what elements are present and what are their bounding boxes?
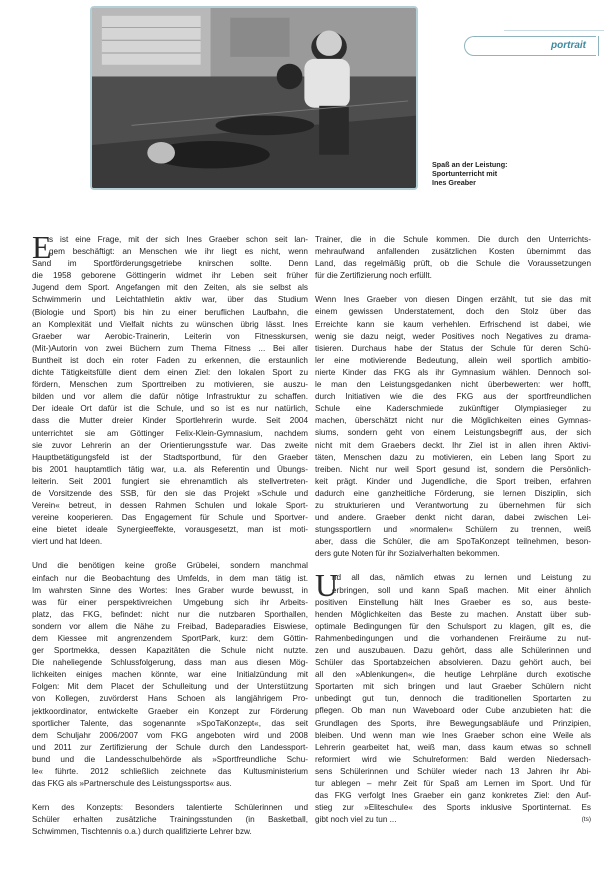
text-line: das FKG verfolgt Ines Graeber ein ganz konkretes Ziel: den Auf- xyxy=(315,791,591,801)
text-line: machen, überschätzt nicht nur die Möglichkeiten eines Gymnas- xyxy=(315,416,591,426)
text-line: dem Kiessee mit angrenzendem SportPark, kurz: dem Göttin- xyxy=(32,634,308,643)
text-line: Sportarten mit sich bringen und laut Graeber Schülern nicht xyxy=(315,682,591,692)
text-line: einem gewissen Understatement, doch den Stolz über das xyxy=(315,307,591,317)
text-line: durch Initiativen wie die des FKG aus der sportfreundlichen xyxy=(315,392,591,402)
text-line: einfach nur die Beobachtung des Umfelds, in dem man tätig ist. xyxy=(32,573,308,583)
text-line: was für einer perspektivreichen Umgebung sich ihr Arbeits- xyxy=(32,597,308,607)
caption-line: Spaß an der Leistung: xyxy=(432,160,508,169)
text-line: Verein« betreut, in dessen Rahmen Schulen und lokale Sport- xyxy=(32,501,308,511)
text-line: aber, dass die Schüler, die am SpoTaKonzept teilnehmen, beson- xyxy=(315,537,591,547)
text-line: Erreichte kann sie kaum verhehlen. Erfrischend ist dabei, wie xyxy=(315,319,591,329)
text-line: mehraufwand anfallenden zusätzlichen Kosten übernimmt das xyxy=(315,247,591,257)
section-tab-label: portrait xyxy=(551,40,586,51)
text-line: Und die benötigen keine große Grübelei, sondern manchmal xyxy=(32,561,308,571)
text-line: s ist eine Frage, mit der sich Ines Graeber schon seit lan- xyxy=(49,235,308,244)
text-line: täten, Menschen dazu zu motivieren, ein Leben lang Sport zu xyxy=(315,452,591,462)
gym-scene-image xyxy=(92,8,416,188)
text-line: dem Schuljahr 2006/2007 vom FKG angeboten wird und 2008 xyxy=(32,730,308,740)
text-line: vereine kooperieren. Das Engagement für Schule und Sportver- xyxy=(32,513,308,523)
text-line: Land, das regelmäßig prüft, ob die Schule die Voraussetzungen xyxy=(315,259,591,269)
text-line: tur ablegen – mehr Zeit für Spaß am Lernen im Sport. Und für xyxy=(315,779,591,789)
text-line: tisieren. Durchaus habe der Status der Schule für deren Schü- xyxy=(315,343,591,353)
text-line: Schule eine Kaderschmiede zukünftiger Olympiasieger zu xyxy=(315,404,591,414)
text-line: nd all das, nämlich etwas zu lernen und Leistung zu xyxy=(332,573,591,583)
caption-line: Sportunterricht mit xyxy=(432,169,498,178)
text-line: treiben. Nicht nur weil Sport gesund ist, sondern die Persönlich- xyxy=(315,464,591,474)
text-line: Hauptbetätigungsfeld ist der Stadtsportbund, für den Graeber xyxy=(32,452,308,462)
text-line: Der ideale Ort dafür ist die Schule, und so ist es nur natürlich, xyxy=(32,404,308,414)
paragraph-gap xyxy=(32,548,308,560)
text-line: stungssportlern und »normalen« Schülern zu trennen, weiß xyxy=(315,525,591,535)
text-line: eine bietet ideale Synergieeffekte, vorausgesetzt, man ist moti- xyxy=(32,525,308,535)
text-line: Schüler das Sportabzeichen absolvieren. Dazu gehört auch, bei xyxy=(315,658,591,668)
text-line: unterrichtet sie am Göttinger Felix-Klein-Gymnasium, nachdem xyxy=(32,428,308,438)
text-line: Schüler erhalten zusätzliche Trainingsstunden (in Basketball, xyxy=(32,815,308,825)
text-line: die 1958 geborene Göttingerin widmet ihr Leben seit früher xyxy=(32,271,308,281)
text-line: dass die Mutter dreier Kinder Sportlehrerin wurde. Seit 2004 xyxy=(32,416,308,426)
text-line: keit prägt. Kinder und Jugendliche, die Sport treiben, erfahren xyxy=(315,476,591,486)
text-line: stieg zur »Eliteschule« des Sports inklusive Sportinternat. Es xyxy=(315,803,591,813)
text-line: unbedingt gut tun, dennoch die traditionellen Sportarten zu xyxy=(315,694,591,704)
paragraph-gap xyxy=(315,560,591,572)
text-line: (Mit-)Autorin von zwei Büchern zum Thema Fitness ... Bei aller xyxy=(32,343,308,353)
text-line: bleiben. Und wenn man wie Ines Graeber schon eine Weile als xyxy=(315,730,591,740)
text-line: von Kollegen, zuvörderst Hans Schoen als langjährigem Pro- xyxy=(32,694,308,704)
text-line: Trainer, die in die Schule kommen. Die durch den Unterrichts- xyxy=(315,235,591,244)
caption-line: Ines Greaber xyxy=(432,178,476,187)
text-line: Buntheit ist doch ein roter Faden zu erkennen, die erstaunlich xyxy=(32,355,308,365)
text-line: viert und hat Ideen. xyxy=(32,537,103,547)
text-line: dadurch eine ganzheitliche Förderung, sie lernen Disziplin, sich xyxy=(315,488,591,498)
text-line: gem beschäftigt: an Menschen wie ihr liegt es nicht, wenn xyxy=(49,247,308,257)
header-rule xyxy=(504,30,604,31)
text-line: sondern vor allem die Nähe zu Freibad, Badeparadies Eiswiese, xyxy=(32,621,308,631)
text-line: nicht mit dem Graebers deckt. Ihr Ziel ist in allen ihren Aktivi- xyxy=(315,440,591,450)
text-line: an Komplexität und Vielfalt nichts zu wünschen übrig lässt. Ines xyxy=(32,319,308,329)
text-line: ler eine motivierende Bedeutung, allein weil sportlich ambitio- xyxy=(315,355,591,365)
text-line: nierte Kinder das FKG als ihr Gymnasium wählen. Dennoch sol- xyxy=(315,367,591,377)
text-line: positiven Einstellung hält Ines Graeber es so, aus beste- xyxy=(315,597,591,607)
article-column-right xyxy=(315,234,591,826)
sports-photo xyxy=(90,6,418,190)
text-line: ders gute Noten für ihr Sozialverhalten bekommen. xyxy=(315,549,500,559)
text-line: optimale Bedingungen für den Schulsport zu klagen, gilt es, die xyxy=(315,621,591,631)
article-column-left xyxy=(32,229,308,839)
text-line: lichkeiten einiges machen könnte, war eine Initialzündung mit xyxy=(32,670,308,680)
text-line: de Vorsitzende des SSB, für den sie das Projekt »Schule und xyxy=(32,488,308,498)
text-line: all den »Ablenkungen«, die heutige Lehrpläne durch exotische xyxy=(315,670,591,680)
text-line: Graeber war Aerobic-Trainerin, Leiterin von Fitnesskursen, xyxy=(32,331,308,341)
section-tab-edge xyxy=(598,36,606,56)
text-line: Kern des Konzepts: Besonders talentierte Schülerinnen und xyxy=(32,803,308,813)
text-line: Grundlagen des Sports, ihre Bewegungsabläufe und Prinzipien, xyxy=(315,718,591,728)
text-line: bund und die Landesschulbehörde als »Sportfreundliche Schu- xyxy=(32,754,308,764)
paragraph-gap xyxy=(315,282,591,294)
text-line: Rahmenbedingungen und die vorhandenen Freiräume zu nut- xyxy=(315,633,591,643)
text-line: Jugend dem Sport. Angefangen mit den Zeiten, als sie selbst als xyxy=(32,283,308,293)
text-line: Schwimmen, Tischtennis o.a.) durch qualifizierte Lehrer bzw. xyxy=(32,827,252,837)
text-line: bilden und vor allem die dafür nötige Infrastruktur zu schaffen. xyxy=(32,392,308,402)
text-line: dichte Tätigkeitsfülle dient dem einen Ziel: den lokalen Sport zu xyxy=(32,368,308,378)
text-line: erbringen, soll und kann Spaß machen. Mit einer ähnlich xyxy=(332,585,591,595)
text-line: sie zuvor Lehrerin an der Orientierungsstufe war. Das zweite xyxy=(32,440,308,450)
text-line: Lehrerin gearbeitet hat, weiß man, dass kaum etwas so schnell xyxy=(315,742,591,752)
text-line: siums, sondern geht von einem Leistungsbegriff aus, der sich xyxy=(315,428,591,438)
paragraph-gap xyxy=(32,790,308,802)
photo-caption xyxy=(432,160,562,187)
text-line: leiterin. Seit 2001 fungiert sie ehrenamtlich als stellvertreten- xyxy=(32,476,308,486)
text-line: sens Schülerinnen und Schüler wieder nach 13 Jahren ihr Abi- xyxy=(315,766,591,776)
text-line: (Biologie und Sport) bis hin zu einer beruflichen Laufbahn, die xyxy=(32,307,308,317)
text-line: Wenn Ines Graeber von diesen Dingen erzählt, tut sie das mit xyxy=(315,295,591,305)
text-line: reformiert wird wie Schulreformen: Bald werden Niedersach- xyxy=(315,754,591,764)
text-line: sportlicher Talente, das sogenannte »SpoTaKonzept«, das seit xyxy=(32,718,308,728)
drop-cap: E xyxy=(32,229,52,265)
closing-paragraph xyxy=(315,567,591,826)
text-line: ger Sportmekka, dessen Kapazitäten die Schule nicht nutzte. xyxy=(32,646,308,656)
text-line: le man den Leistungsgedanken nicht überbewerten: wer hofft, xyxy=(315,380,591,390)
text-line: Sand im Sportförderungsgetriebe knirschen sollte. Denn xyxy=(32,259,308,269)
text-line: für die Zertifizierung noch erfüllt. xyxy=(315,271,432,281)
text-line: jektkoordinator, entwickelte Graeber ein Konzept zur Förderung xyxy=(32,706,308,716)
text-line: platz, das FKG, befindet: nicht nur die nutzbaren Sporthallen, xyxy=(32,609,308,619)
text-line: das FKG als »Partnerschule des Leistungssports« aus. xyxy=(32,779,232,789)
section-tab xyxy=(464,36,596,56)
text-line: le« führte. 2012 schließlich zeichnete das Kultusministerium xyxy=(32,767,308,777)
text-line: und 2011 zur Zertifizierung der Schule durch den Landessport- xyxy=(32,742,308,752)
text-line: Im wahrsten Sinne des Wortes: Ines Graber wurde bewusst, in xyxy=(32,585,308,595)
text-line: bis 2001 hauptamtlich tätig war, u.a. als Referentin und Übungs- xyxy=(32,464,308,474)
text-line: gibt noch viel zu tun ... (ts) xyxy=(315,814,591,826)
text-line: Schwimmerin und Leichtathletin aktiv war, über das Studium xyxy=(32,295,308,305)
text-line: henden Möglichkeiten das Beste zu machen. Anstatt über sub- xyxy=(315,609,591,619)
text-line: Die naheliegende Schlussfolgerung, dass man aus diesen Mög- xyxy=(32,658,308,668)
text-line: und andere. Graeber denkt nicht daran, dabei zwischen Lei- xyxy=(315,513,591,523)
text-line: wenig sie dazu neigt, weder Positives noch Negatives zu drama- xyxy=(315,331,591,341)
author-tag: (ts) xyxy=(581,816,591,824)
text-line: pflegen. Ob man nun Waveboard oder Cube anzubieten hat: die xyxy=(315,706,591,716)
text-line: Folgen: Mit dem Placet der Schulleitung und der Unterstützung xyxy=(32,682,308,692)
text-line: zu strukturieren und Verantwortung zu übernehmen für sich xyxy=(315,500,591,510)
text-line: zen und auszubauen. Dazu gehört, dass alle Schülerinnen und xyxy=(315,646,591,655)
drop-cap: U xyxy=(315,567,339,604)
text-line: fördern, Menschen zum Sporttreiben zu motivieren, sie auszu- xyxy=(32,380,308,390)
